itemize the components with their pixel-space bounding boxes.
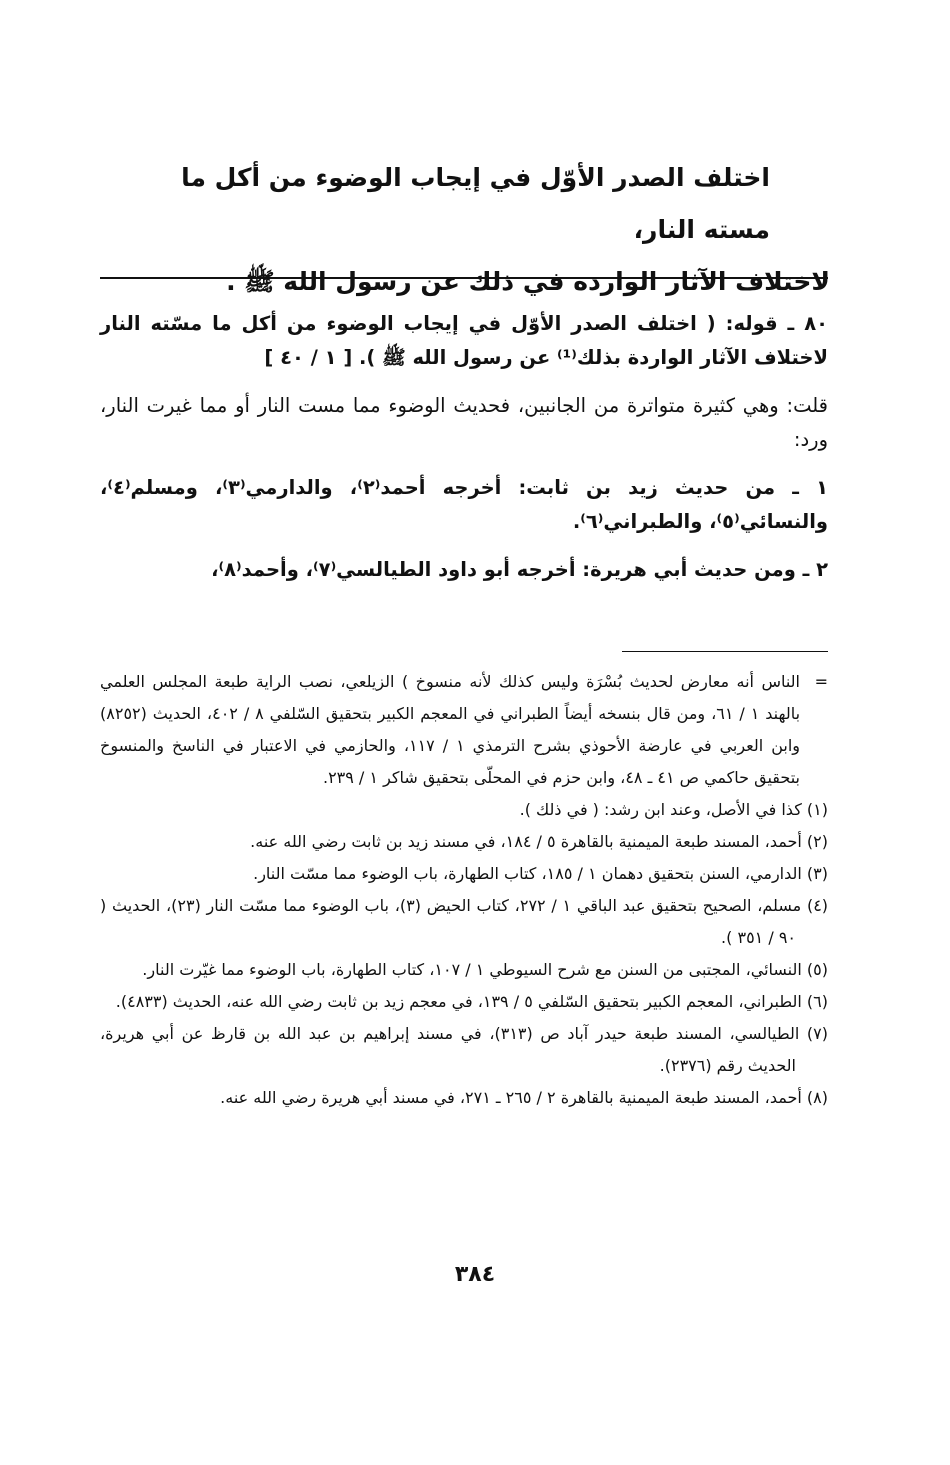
footnote-2: (٢) أحمد، المسند طبعة الميمنية بالقاهرة ٥ / ١٨٤، في مسند زيد بن ثابت رضي الله عنه. xyxy=(250,832,828,851)
commentary-quote-80: ٨٠ ـ قوله: ( اختلف الصدر الأوّل في إيجاب الوضوء من أكل ما مسّته النار لاختلاف الآثار الواردة بذلك⁽¹⁾ عن رسول الله ﷺ ). [ ١ / ٤٠ ] xyxy=(100,312,828,369)
page-number: ٣٨٤ xyxy=(454,1262,496,1287)
commentary-block xyxy=(100,307,828,599)
footnotes-block xyxy=(100,666,828,1114)
footnote-5: (٥) النسائي، المجتبى من السنن مع شرح السيوطي ١ / ١٠٧، كتاب الطهارة، باب الوضوء مما غيّرت النار. xyxy=(142,960,828,979)
main-text-block xyxy=(110,152,830,308)
commentary-item-1: ١ ـ من حديث زيد بن ثابت: أخرجه أحمد⁽٢⁾، والدارمي⁽٣⁾، ومسلم⁽٤⁾، والنسائي⁽٥⁾، والطبراني⁽٦⁾. xyxy=(100,476,828,533)
footnote-8: (٨) أحمد، المسند طبعة الميمنية بالقاهرة ٢ / ٢٦٥ ـ ٢٧١، في مسند أبي هريرة رضي الله عنه. xyxy=(220,1088,828,1107)
footnote-6: (٦) الطبراني، المعجم الكبير بتحقيق السّلفي ٥ / ١٣٩، في معجم زيد بن ثابت رضي الله عنه، الحديث (٤٨٣٣). xyxy=(115,992,828,1011)
footnote-continuation xyxy=(100,666,828,794)
main-text-separator xyxy=(100,277,828,279)
main-text-line-1: اختلف الصدر الأوّل في إيجاب الوضوء من أكل ما مسته النار، xyxy=(181,163,770,244)
continuation-mark: = xyxy=(814,672,828,691)
commentary-paragraph: قلت: وهي كثيرة متواترة من الجانبين، فحديث الوضوء مما مست النار أو مما غيرت النار، ورد: xyxy=(100,394,828,451)
footnote-4: (٤) مسلم، الصحيح بتحقيق عبد الباقي ١ / ٢٧٢، كتاب الحيض (٣)، باب الوضوء مما مسّت النار (٢٣)، الحديث ( ٩٠ / ٣٥١ ). xyxy=(100,896,829,947)
main-text-line-2: لاختلاف الآثار الواردة في ذلك عن رسول الله ﷺ . xyxy=(226,267,830,296)
footnote-3: (٣) الدارمي، السنن بتحقيق دهمان ١ / ١٨٥، كتاب الطهارة، باب الوضوء مما مسّت النار. xyxy=(253,864,828,883)
footnote-1: (١) كذا في الأصل، وعند ابن رشد: ( في ذلك ). xyxy=(519,800,828,819)
footnote-separator xyxy=(622,651,828,652)
footnote-continuation-text: الناس أنه معارض لحديث بُسْرَة وليس كذلك لأنه منسوخ ) الزيلعي، نصب الراية طبعة المجلس العلمي بالهند ١ / ٦١، ومن قال بنسخه أيضاً الطبراني في المعجم الكبير بتحقيق السّلفي ٨ / ٤٠٢، الحديث (٨٢٥٢) وابن العربي في عارضة الأحوذي بشرح الترمذي ١ / ١١٧، والحازمي في الاعتبار في الناسخ والمنسوخ بتحقيق حاكمي ص ٤١ ـ ٤٨، وابن حزم في المحلّى بتحقيق شاكر ١ / ٢٣٩. xyxy=(100,672,801,787)
commentary-item-2: ٢ ـ ومن حديث أبي هريرة: أخرجه أبو داود الطيالسي⁽٧⁾، وأحمد⁽٨⁾، xyxy=(211,558,828,581)
footnote-7: (٧) الطيالسي، المسند طبعة حيدر آباد ص (٣١٣)، في مسند إبراهيم بن عبد الله بن قارظ عن أبي هريرة، الحديث رقم (٢٣٧٦). xyxy=(100,1024,829,1075)
